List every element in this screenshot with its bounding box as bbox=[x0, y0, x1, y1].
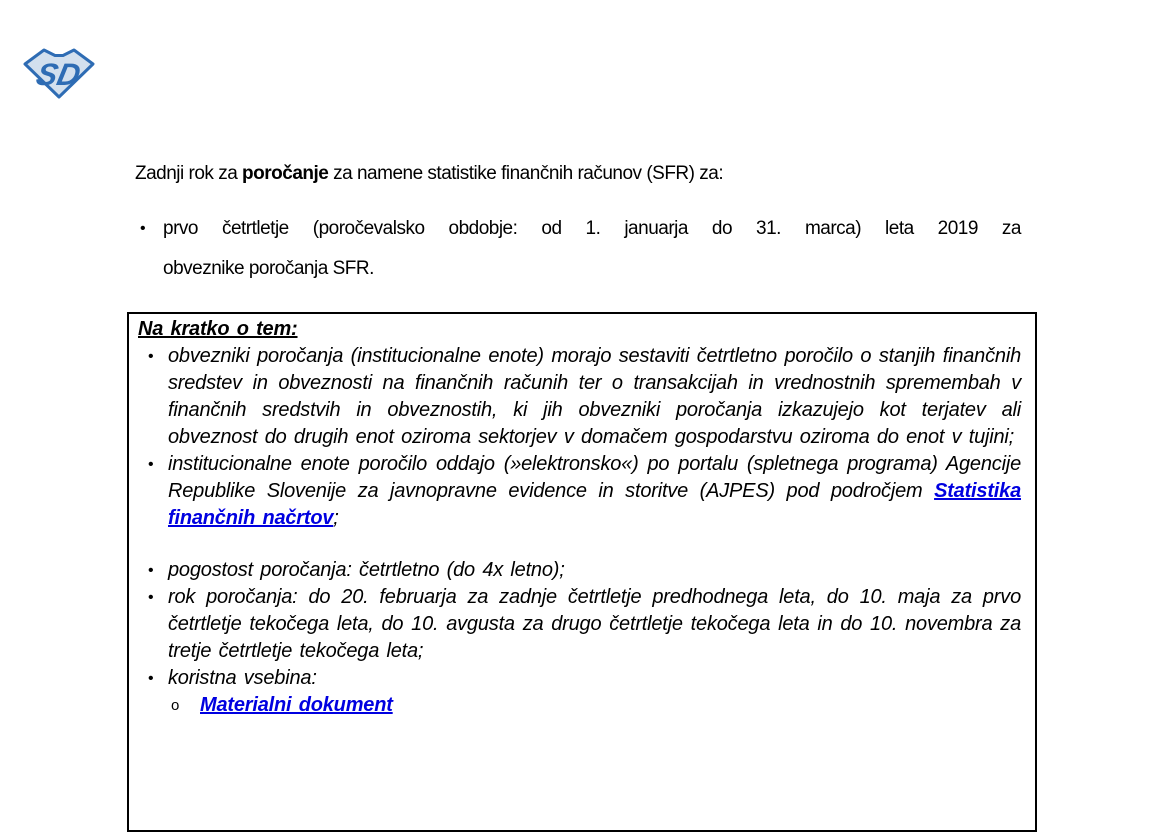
box-sub-bullet-material-document bbox=[138, 692, 1021, 719]
intro-title bbox=[135, 163, 1021, 185]
bullet-disc-icon: • bbox=[148, 348, 154, 365]
box-bullet-deadlines-text: rok poročanja: do 20. februarja za zadnje četrtletje predhodnega leta, do 10. maja za prvo četrtletje tekočega leta, do 10. avgusta za drugo četrtletje tekočega leta in do 10. novembra za tretje četrtletje tekočega leta; bbox=[168, 586, 1021, 662]
bullet-disc-icon: • bbox=[148, 456, 154, 473]
intro-section bbox=[135, 163, 1021, 289]
blank-line bbox=[138, 532, 1021, 557]
box-bullet-submission-pre: institucionalne enote poročilo oddajo (»elektronsko«) po portalu (spletnega programa) Agencije Republike Slovenije za javnopravne evidence in storitve (AJPES) pod področjem bbox=[168, 453, 1021, 502]
intro-bullet-line1: prvo četrtletje (poročevalsko obdobje: od 1. januarja do 31. marca) leta 2019 za bbox=[163, 218, 1021, 239]
intro-title-post: za namene statistike finančnih računov (SFR) za: bbox=[328, 163, 724, 184]
sd-logo-icon bbox=[22, 46, 96, 100]
box-bullet-obligations bbox=[138, 343, 1021, 451]
intro-bullet-item bbox=[135, 209, 1021, 289]
info-box-heading: Na kratko o tem: bbox=[138, 318, 298, 340]
logo-letters: SD bbox=[33, 57, 84, 92]
bullet-circle-icon: o bbox=[171, 697, 180, 714]
box-bullet-submission-post: ; bbox=[333, 507, 339, 529]
link-materialni-dokument[interactable]: Materialni dokument bbox=[200, 694, 393, 716]
intro-bullet-line2: obveznike poročanja SFR. bbox=[163, 258, 374, 279]
intro-title-bold: poročanje bbox=[242, 163, 329, 184]
bullet-disc-icon: • bbox=[140, 220, 146, 237]
box-bullet-obligations-text: obvezniki poročanja (institucionalne enote) morajo sestaviti četrtletno poročilo o stanjih finančnih sredstev in obveznosti na finančnih računih ter o transakcijah in vrednostnih spremembah v finančnih sredstvih in obveznostih, ki jih obvezniki poročanja izkazujejo kot terjatev ali obveznost do drugih enot oziroma sektorjev v domačem gospodarstvu oziroma do enot v tujini; bbox=[168, 345, 1021, 448]
box-bullet-frequency bbox=[138, 557, 1021, 584]
box-bullet-deadlines bbox=[138, 584, 1021, 665]
intro-title-pre: Zadnji rok za bbox=[135, 163, 243, 184]
box-bullet-submission bbox=[138, 451, 1021, 532]
link-statistika-financnih-nacrtov[interactable]: Statistika finančnih načrtov bbox=[168, 480, 1021, 529]
info-box bbox=[127, 312, 1037, 832]
bullet-disc-icon: • bbox=[148, 589, 154, 606]
box-bullet-useful-content bbox=[138, 665, 1021, 692]
box-bullet-frequency-text: pogostost poročanja: četrtletno (do 4x letno); bbox=[168, 559, 565, 581]
bullet-disc-icon: • bbox=[148, 562, 154, 579]
box-bullet-useful-content-text: koristna vsebina: bbox=[168, 667, 317, 689]
bullet-disc-icon: • bbox=[148, 670, 154, 687]
